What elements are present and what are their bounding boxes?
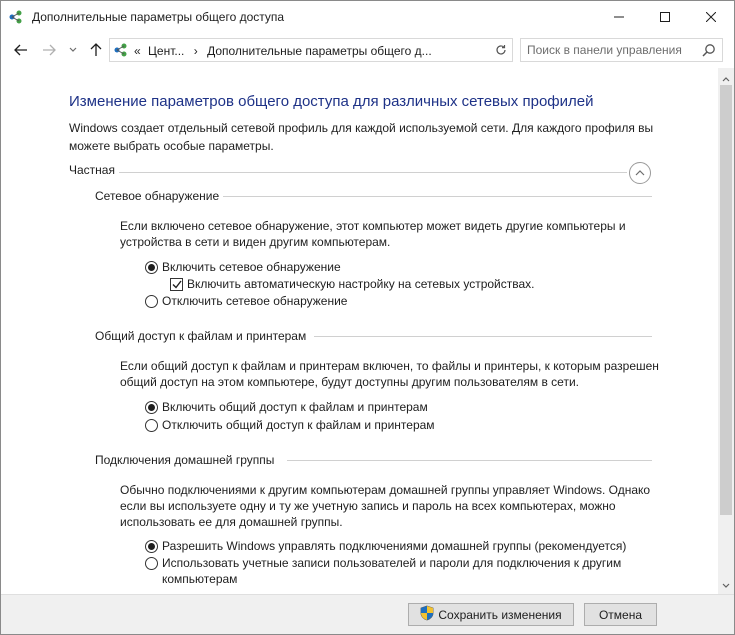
chevron-up-icon [722, 76, 730, 82]
scroll-down-button[interactable] [722, 578, 730, 592]
network-icon [114, 43, 130, 60]
radio-button[interactable] [145, 295, 158, 308]
search-input[interactable] [527, 43, 697, 57]
cancel-button[interactable] [584, 603, 657, 626]
checkbox[interactable] [170, 278, 183, 291]
forward-button[interactable] [39, 40, 59, 60]
section-title-file-sharing: Общий доступ к файлам и принтерам [95, 329, 307, 343]
checkbox-label: Включить автоматическую настройку на сетевых устройствах. [187, 277, 535, 291]
page-title: Изменение параметров общего доступа для различных сетевых профилей [69, 93, 594, 110]
radio-network-discovery-off[interactable] [145, 292, 347, 310]
chevron-down-icon [722, 583, 730, 589]
address-bar[interactable] [109, 38, 513, 62]
maximize-button[interactable] [642, 1, 688, 32]
radio-file-sharing-off[interactable] [145, 416, 435, 434]
section-description: Обычно подключениями к другим компьютерам домашней группы управляет Windows. Однако если вы используете одну и ту же учетную запись и пароль на всех компьютерах, можно использовать ее для домашней группы. [120, 483, 651, 529]
radio-button[interactable] [145, 261, 158, 274]
search-icon[interactable] [702, 43, 716, 60]
divider [314, 336, 652, 337]
breadcrumb [134, 44, 432, 58]
arrow-right-icon [42, 44, 56, 56]
refresh-button[interactable] [489, 38, 513, 62]
divider [119, 172, 627, 173]
navigation-bar [1, 32, 734, 68]
checkbox-auto-setup[interactable] [170, 275, 535, 293]
radio-label: Отключить общий доступ к файлам и принтерам [162, 418, 435, 432]
radio-homegroup-windows[interactable] [145, 537, 626, 555]
search-box[interactable] [520, 38, 723, 62]
radio-label: Разрешить Windows управлять подключениями домашней группы (рекомендуется) [162, 539, 627, 553]
vertical-scrollbar[interactable] [718, 68, 734, 594]
content-area [1, 68, 718, 594]
radio-label: Использовать учетные записи пользователей и пароли для подключения к другим компьютерам [162, 556, 622, 586]
radio-label: Включить сетевое обнаружение [162, 260, 341, 274]
profile-header-private[interactable] [69, 163, 652, 183]
section-title-homegroup: Подключения домашней группы [95, 453, 275, 467]
breadcrumb-overflow[interactable]: « [134, 44, 141, 58]
network-icon [9, 10, 25, 24]
radio-button[interactable] [145, 401, 158, 414]
profile-label: Частная [69, 163, 115, 177]
breadcrumb-item[interactable]: Дополнительные параметры общего д... [207, 44, 432, 58]
close-button[interactable] [688, 1, 734, 32]
radio-homegroup-accounts[interactable] [145, 555, 645, 589]
window-title: Дополнительные параметры общего доступа [32, 10, 285, 24]
cancel-button-label: Отмена [598, 607, 643, 622]
uac-shield-icon [420, 605, 434, 624]
radio-button[interactable] [145, 540, 158, 553]
section-description: Если включено сетевое обнаружение, этот компьютер может видеть другие компьютеры и устройства в сети и виден другим компьютерам. [120, 219, 626, 249]
divider [287, 460, 652, 461]
save-changes-button[interactable] [408, 603, 574, 626]
checkmark-icon [172, 280, 182, 289]
radio-button[interactable] [145, 557, 158, 570]
breadcrumb-separator-icon: › [193, 44, 198, 58]
back-button[interactable] [11, 40, 31, 60]
radio-label: Отключить сетевое обнаружение [162, 294, 348, 308]
section-title-network-discovery: Сетевое обнаружение [95, 189, 220, 203]
radio-network-discovery-on[interactable] [145, 258, 341, 276]
radio-file-sharing-on[interactable] [145, 398, 428, 416]
up-button[interactable] [86, 40, 106, 60]
scroll-up-button[interactable] [722, 71, 730, 85]
recent-locations-button[interactable] [63, 40, 83, 60]
title-bar [1, 1, 734, 32]
minimize-icon [614, 12, 624, 22]
scrollbar-thumb[interactable] [720, 85, 732, 515]
collapse-button[interactable] [629, 162, 651, 184]
close-icon [706, 12, 716, 22]
maximize-icon [660, 12, 670, 22]
chevron-up-icon [635, 170, 645, 176]
chevron-down-icon [69, 47, 77, 53]
page-description: Windows создает отдельный сетевой профиль для каждой используемой сети. Для каждого профиля вы можете выбрать особые параметры. [69, 121, 654, 153]
arrow-up-icon [90, 43, 102, 57]
radio-label: Включить общий доступ к файлам и принтерам [162, 400, 428, 414]
save-button-label: Сохранить изменения [438, 607, 562, 622]
minimize-button[interactable] [596, 1, 642, 32]
footer-bar [1, 594, 734, 634]
section-description: Если общий доступ к файлам и принтерам включен, то файлы и принтеры, к которым разрешен общий доступ на этом компьютере, будут доступны другим пользователям в сети. [120, 359, 659, 389]
divider [223, 196, 652, 197]
radio-button[interactable] [145, 419, 158, 432]
refresh-icon [495, 44, 507, 56]
arrow-left-icon [14, 44, 28, 56]
breadcrumb-item[interactable]: Цент... [148, 44, 185, 58]
